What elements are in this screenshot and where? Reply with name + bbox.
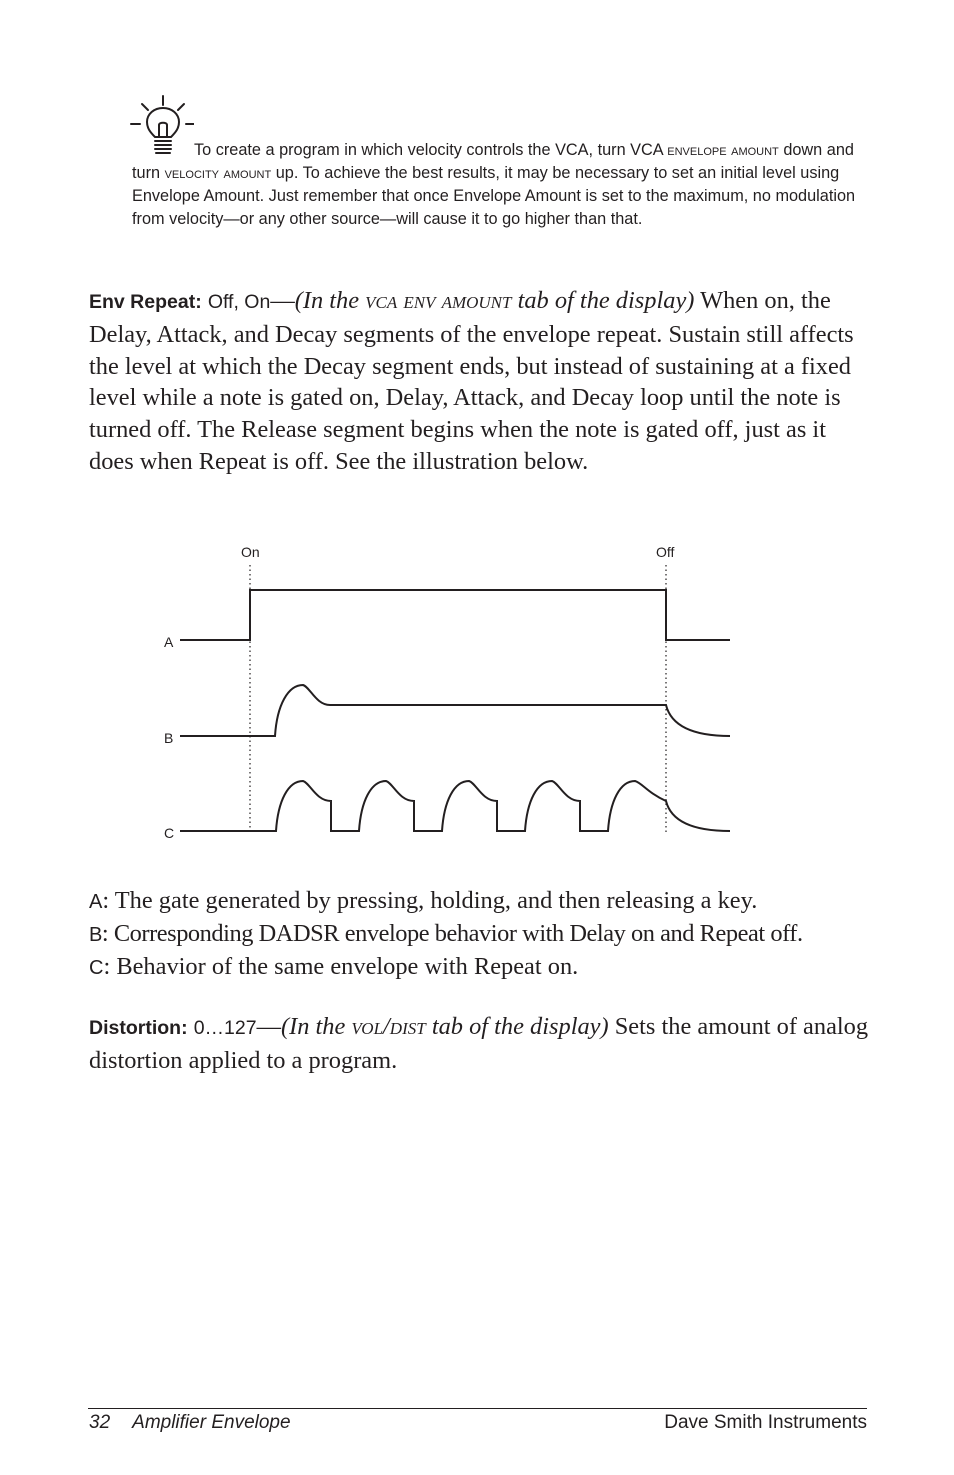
distortion-section bbox=[89, 1011, 874, 1077]
gate-on-label: On bbox=[241, 544, 260, 560]
caption-c-letter: C bbox=[89, 957, 104, 979]
distortion-tab-prefix: (In the bbox=[280, 1013, 346, 1040]
gate-off-label: Off bbox=[656, 544, 675, 560]
tip-text-rest: up. To achieve the best results, it may be necessary to set an initial level using Envelope Amount. Just remember that once Envelope Amount is set to the maximum, no modulation from velocity—or any other source—will cause it to go higher than that. bbox=[132, 164, 856, 228]
distortion-body: Sets the amount of analog distortion applied to a program. bbox=[89, 1013, 869, 1074]
caption-b-text: : Corresponding DADSR envelope behavior with Delay on and Repeat off. bbox=[101, 920, 803, 947]
env-repeat-tab-suffix: tab of the display) bbox=[517, 287, 695, 314]
distortion-tab-name: vol/dist bbox=[351, 1013, 426, 1040]
section-title: Amplifier Envelope bbox=[132, 1412, 291, 1433]
distortion-heading: Distortion: bbox=[89, 1017, 188, 1039]
row-label-c: C bbox=[164, 825, 175, 841]
caption-a-text: : The gate generated by pressing, holding, and then releasing a key. bbox=[102, 887, 758, 914]
envelope-diagram bbox=[150, 535, 750, 850]
tip-control-envelope-amount: envelope amount bbox=[667, 141, 779, 159]
env-repeat-heading: Env Repeat: bbox=[89, 291, 202, 313]
tip-note bbox=[132, 139, 862, 231]
tip-text-line1: To create a program in which velocity controls the VCA, turn VCA bbox=[194, 141, 663, 159]
env-repeat-body: When on, the Delay, Attack, and Decay segments of the envelope repeat. Sustain still affects the level at which the Decay segment ends, but instead of sustaining at a fixed level while a note is gated on, Delay, Attack, and Decay loop until the note is turned off. The Release segment begins when the note is gated off, just as it does when Repeat is off. See the illustration below. bbox=[89, 287, 854, 475]
env-repeat-options: Off, On bbox=[207, 291, 271, 313]
caption-a bbox=[89, 885, 879, 918]
envelope-waveform-c bbox=[180, 781, 730, 831]
page-number: 32 bbox=[89, 1412, 111, 1433]
caption-c-text: : Behavior of the same envelope with Repeat on. bbox=[103, 953, 579, 980]
row-label-a: A bbox=[164, 634, 174, 650]
env-repeat-tab-name: vca env amount bbox=[365, 287, 512, 314]
env-repeat-tab-prefix: (In the bbox=[294, 287, 360, 314]
publisher-name: Dave Smith Instruments bbox=[664, 1412, 867, 1433]
caption-b bbox=[89, 918, 879, 951]
distortion-options: 0…127 bbox=[193, 1017, 257, 1039]
diagram-captions bbox=[89, 885, 879, 984]
footer-left bbox=[89, 1412, 291, 1434]
caption-a-letter: A bbox=[89, 891, 103, 913]
caption-b-letter: B bbox=[89, 924, 102, 946]
distortion-tab-suffix: tab of the display) bbox=[431, 1013, 609, 1040]
row-label-b: B bbox=[164, 730, 174, 746]
footer-rule bbox=[88, 1408, 867, 1409]
envelope-waveform-b bbox=[180, 685, 730, 736]
env-repeat-dash: — bbox=[270, 287, 295, 314]
distortion-dash: — bbox=[256, 1013, 281, 1040]
tip-control-velocity-amount: velocity amount bbox=[164, 164, 272, 182]
tip-text-mid: down and turn bbox=[132, 141, 854, 182]
gate-waveform-a bbox=[180, 590, 730, 640]
env-repeat-section bbox=[89, 285, 874, 478]
caption-c bbox=[89, 951, 879, 984]
